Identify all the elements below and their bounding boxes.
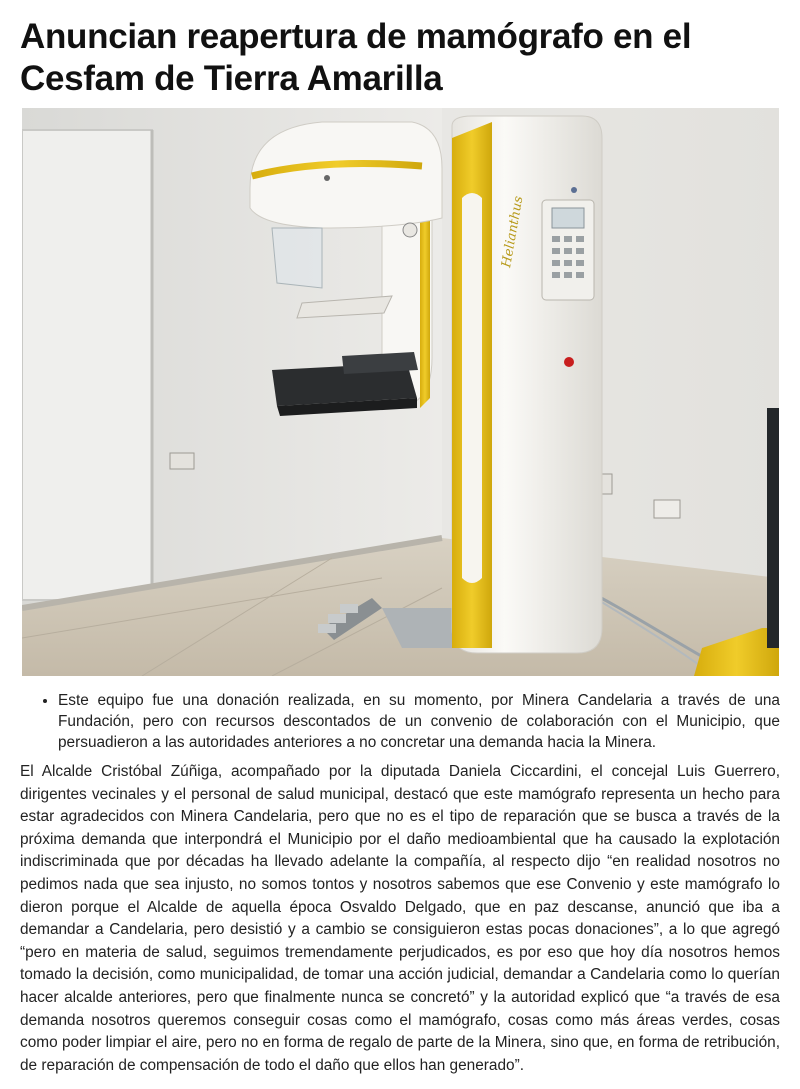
brand-label: Helianthus: [499, 195, 527, 269]
article-bullet-list: [20, 690, 780, 753]
article-photo: [22, 108, 779, 676]
article-title: Anuncian reapertura de mamógrafo en el Cesfam de Tierra Amarilla: [20, 17, 692, 98]
mammography-machine-photo-icon: [22, 108, 779, 676]
article-body-paragraph: El Alcalde Cristóbal Zúñiga, acompañado por la diputada Daniela Ciccardini, el concejal Luis Guerrero, dirigentes vecinales y el personal de salud municipal, destacó que este mamógrafo representa un hecho para estar agradecidos con Minera Candelaria, pero que no es el tipo de reparación que se busca a través de la próxima demanda que interpondrá el Municipio por el daño medioambiental que ha causado la explotación indiscriminada que por décadas ha llevado adelante la compañía, al respecto dijo “en realidad nosotros no pedimos nada que sea injusto, no somos tontos y nosotros sabemos que ese Convenio y este mamógrafo lo dieron porque el Alcalde de aquella época Osvaldo Delgado, que en paz descanse, anunció que iba a demandar a Candelaria, pero desistió y a cambio se consiguieron estas pocas donaciones”, a lo que agregó “pero en materia de salud, seguimos tremendamente perjudicados, es por eso que hoy día nosotros hemos tomado la decisión, como municipalidad, de tomar una acción judicial, demandar a Candelaria como lo querían hacer alcalde anteriores, pero que finalmente nunca se concretó” y la autoridad explicó que “a través de esa demanda nosotros queremos conseguir cosas como el mamógrafo, cosas como más áreas verdes, cosas como poder limpiar el aire, pero no en forma de regalo de parte de la Minera, sino que, en forma de retribución, de reparación de compensación de todo el daño que ellos han generado”.: [20, 763, 780, 1074]
article-bullet-item: • Este equipo fue una donación realizada, en su momento, por Minera Candelaria a través de una Fundación, pero con recursos descontados de un convenio de colaboración con el Municipio, que persuadieron a las autoridades anteriores a no concretar una demanda hacia la Minera.: [58, 690, 780, 753]
